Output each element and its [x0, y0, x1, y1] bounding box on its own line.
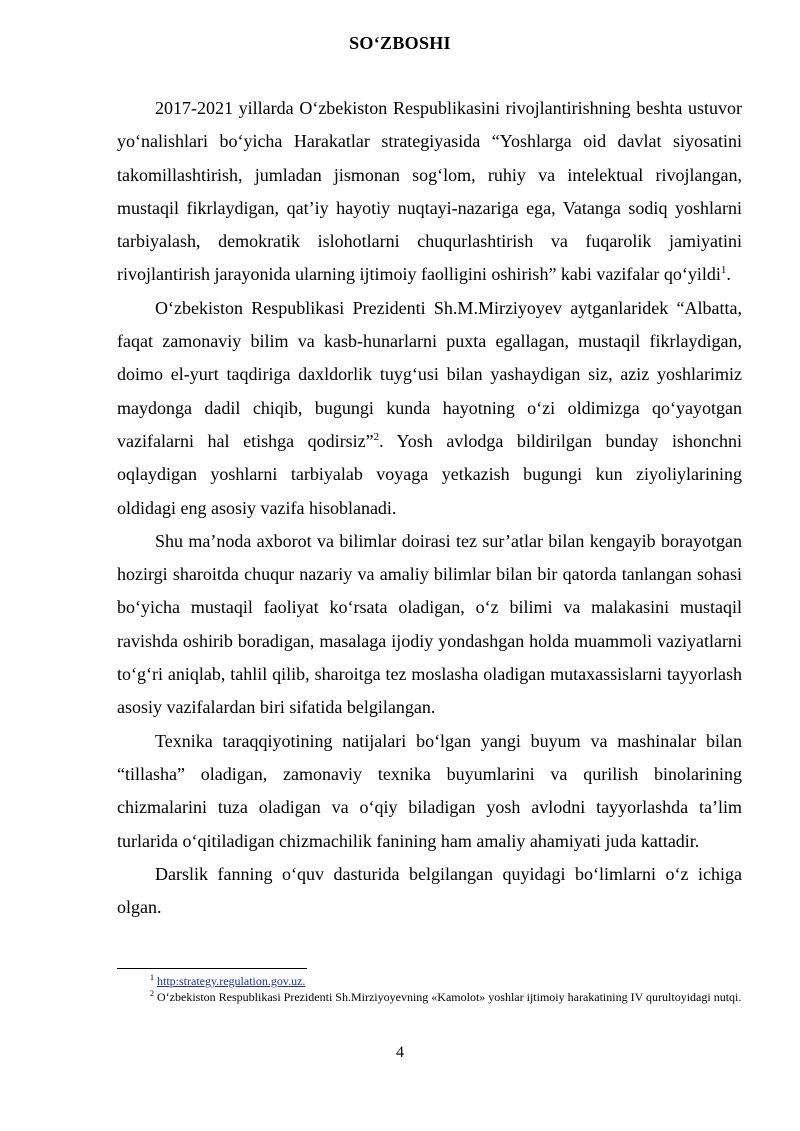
paragraph-1-text: 2017-2021 yillarda O‘zbekiston Respublikasini rivojlantirishning beshta ustuvor yo‘nalishlari bo‘yicha Harakatlar strategiyasida “Yoshlarga oid davlat siyosatini takomillashtirish, jumladan jismonan sog‘lom, ruhiy va intelektual rivojlangan, mustaqil fikrlaydigan, qat’iy hayotiy nuqtayi-nazariga ega, Vatanga sodiq yoshlarni tarbiyalash, demokratik islohotlarni chuqurlashtirish va fuqarolik jamiyatini rivojlantirish jarayonida ularning ijtimoiy faolligini oshirish” kabi vazifalar qo‘yildi: [117, 98, 742, 285]
footnote-ref-2[interactable]: 2: [373, 430, 380, 443]
footnote-1-link[interactable]: http:strategy.regulation.gov.uz.: [157, 974, 306, 988]
footnote-divider: [117, 968, 307, 969]
paragraph-2-tail: . Yosh avlodga bildirilgan bunday ishonchni oqlaydigan yoshlarni tarbiyalab voyaga yetkazish bugungi kun ziyoliylarining oldidagi eng asosiy vazifa hisoblanadi.: [117, 430, 742, 518]
paragraph-1-tail: .: [726, 264, 731, 285]
footnote-2: [117, 989, 742, 1005]
paragraph-1: [117, 92, 742, 292]
footnotes: [117, 973, 742, 1005]
footnote-1-marker: 1: [150, 973, 154, 982]
paragraph-3-text: Shu ma’noda axborot va bilimlar doirasi tez sur’atlar bilan kengayib borayotgan hozirgi sharoitda chuqur nazariy va amaliy bilimlar bilan bir qatorda tanlangan sohasi bo‘yicha mustaqil faoliyat ko‘rsata oladigan, o‘z bilimi va malakasini mustaqil ravishda oshirib boradigan, masalaga ijodiy yondashgan holda muammoli vaziyatlarni to‘g‘ri aniqlab, tahlil qilib, sharoitga tez moslasha oladigan mutaxassislarni tayyorlash asosiy vazifalardan biri sifatida belgilangan.: [117, 530, 742, 718]
footnote-1: [117, 973, 742, 989]
paragraph-5-text: Darslik fanning o‘quv dasturida belgilangan quyidagi bo‘limlarni o‘z ichiga olgan.: [117, 863, 742, 918]
body-text: [117, 92, 742, 924]
footnote-2-marker: 2: [150, 989, 154, 998]
paragraph-5: [117, 858, 742, 925]
paragraph-4: [117, 725, 742, 858]
paragraph-3: [117, 525, 742, 725]
paragraph-2: [117, 292, 742, 525]
page-number: 4: [396, 1044, 404, 1061]
paragraph-4-text: Texnika taraqqiyotining natijalari bo‘lgan yangi buyum va mashinalar bilan “tillasha” oladigan, zamonaviy texnika buyumlarini va qurilish binolarining chizmalarini tuza oladigan va o‘qiy biladigan yosh avlodni tayyorlashda ta’lim turlarida o‘qitiladigan chizmachilik fanining ham amaliy ahamiyati juda kattadir.: [117, 730, 742, 851]
page-title: SO‘ZBOSHI: [349, 33, 451, 53]
footnote-2-text: O‘zbekiston Respublikasi Prezidenti Sh.Mirziyoyevning «Kamolot» yoshlar ijtimoiy harakatining IV qurultoyidagi nutqi.: [157, 990, 742, 1004]
footnote-ref-1[interactable]: 1: [720, 264, 727, 277]
paragraph-2-text: O‘zbekiston Respublikasi Prezidenti Sh.M.Mirziyoyev aytganlaridek “Albatta, faqat zamonaviy bilim va kasb-hunarlarni puxta egallagan, mustaqil fikrlaydigan, doimo el-yurt taqdiriga daxldorlik tuyg‘usi bilan yashaydigan siz, aziz yoshlarimiz maydonga dadil chiqib, bugungi kunda hayotning o‘zi oldimizga qo‘yayotgan vazifalarni hal etishga qodirsiz”: [117, 297, 742, 451]
